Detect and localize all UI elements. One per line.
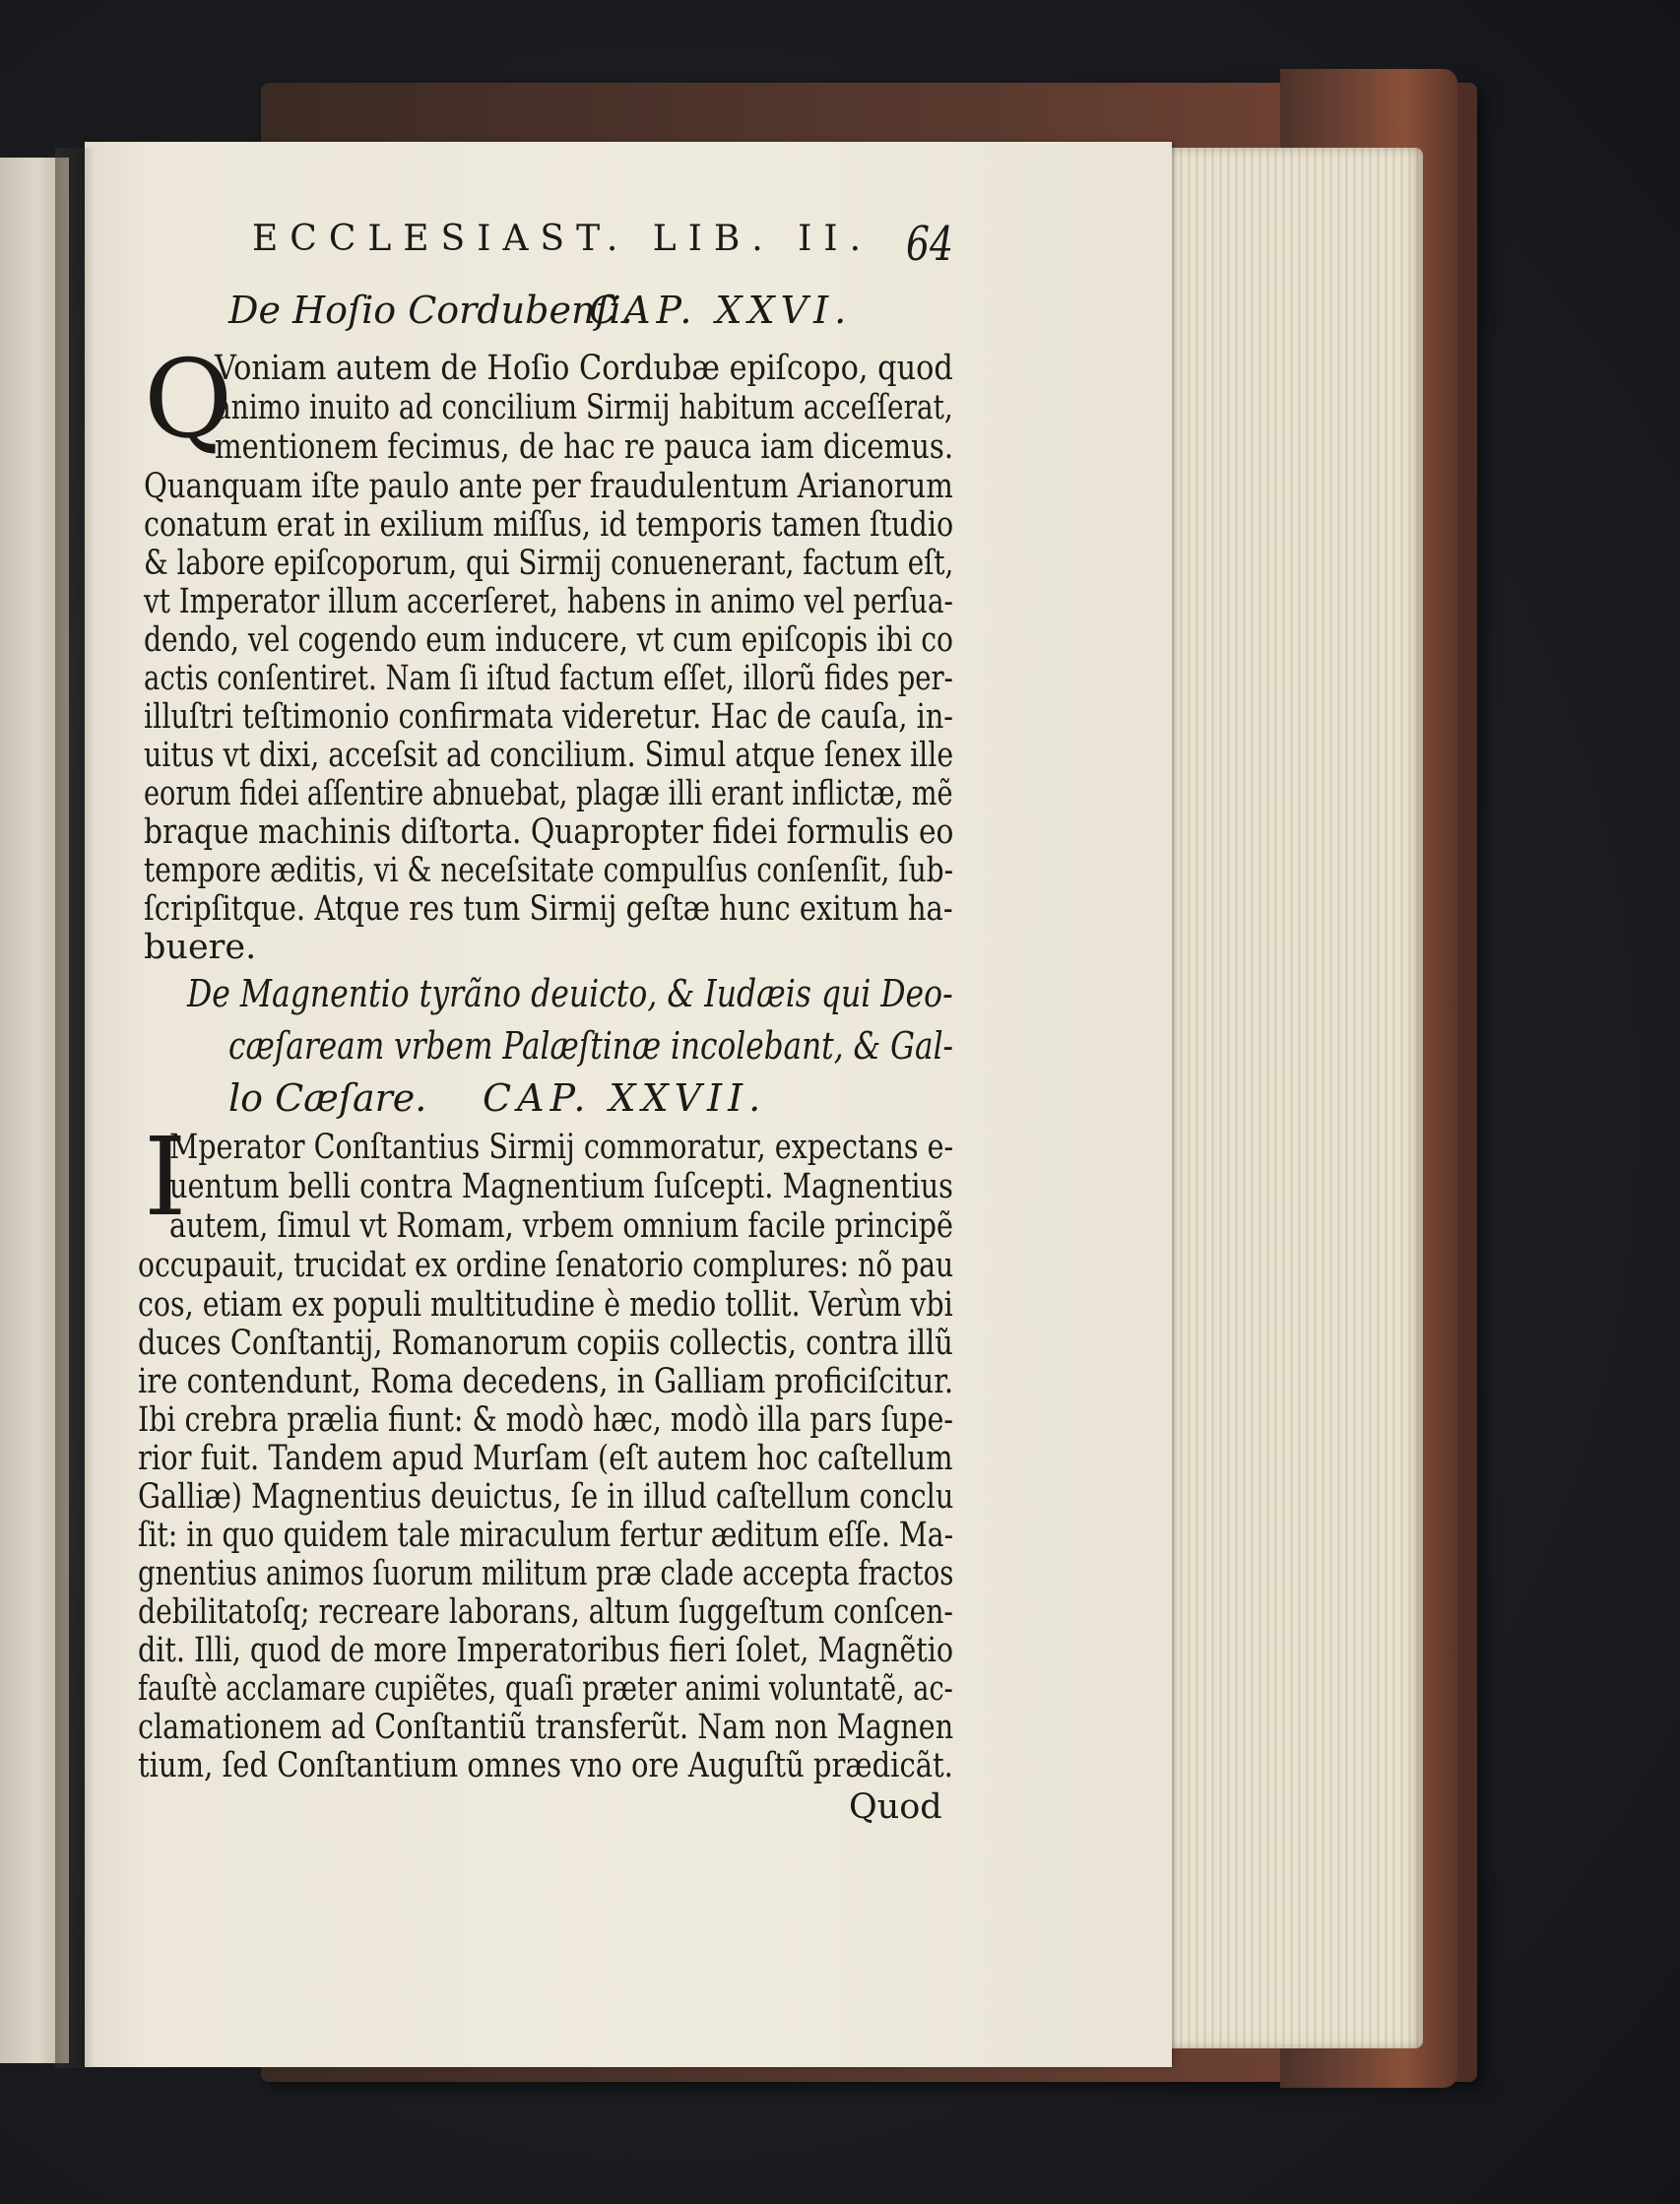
body-line: uentum belli contra Magnentium ſuſcepti. Magnentius xyxy=(169,1167,953,1206)
body-line: dendo, vel cogendo eum inducere, vt cum epiſcopis ibi co xyxy=(144,620,954,660)
body-line: ſit: in quo quidem tale miraculum fertur æditum eſſe. Ma- xyxy=(138,1516,954,1555)
body-line: animo inuito ad concilium Sirmij habitum acceſſerat, xyxy=(215,388,953,427)
chapter-27-title-line: De Magnentio tyrãno deuicto, & Iudæis qui Deo- xyxy=(187,972,953,1015)
body-line: rior fuit. Tandem apud Murſam (eſt autem hoc caſtellum xyxy=(138,1439,953,1478)
body-line: debilitatoſq; recreare laborans, altum ſuggeſtum conſcen- xyxy=(138,1592,953,1632)
chapter-26-cap: CAP. XXVI. xyxy=(589,289,853,332)
body-line: Quanquam iſte paulo ante per fraudulentum Arianorum xyxy=(144,467,953,506)
gutter-shadow xyxy=(55,148,95,2068)
chapter-27-title-line: lo Cæſare. xyxy=(228,1076,427,1120)
body-line: illuſtri teſtimonio confirmata videretur. Hac de cauſa, in- xyxy=(144,697,954,737)
body-line: gnentius animos ſuorum militum præ clade accepta fractos xyxy=(138,1554,954,1593)
body-line: clamationem ad Conſtantiũ transferũt. Nam non Magnen xyxy=(138,1708,954,1747)
body-line: eorum fidei aſſentire abnuebat, plagæ illi erant inflictæ, mẽ xyxy=(144,774,953,813)
body-line: fauſtè acclamare cupiẽtes, quaſi præter animi voluntatẽ, ac- xyxy=(138,1669,953,1709)
body-line: autem, ſimul vt Romam, vrbem omnium facile principẽ xyxy=(169,1206,953,1246)
body-line: & labore epiſcoporum, qui Sirmij conuenerant, factum eſt, xyxy=(144,544,954,583)
body-line: mentionem fecimus, de hac re pauca iam dicemus. xyxy=(215,427,954,467)
body-line: duces Conſtantij, Romanorum copiis collectis, contra illũ xyxy=(138,1324,953,1363)
body-line: Ibi crebra prælia fiunt: & modò hæc, modò illa pars ſupe- xyxy=(138,1400,953,1440)
drop-cap-q: Q xyxy=(144,336,233,462)
body-line: Galliæ) Magnentius deuictus, ſe in illud caſtellum conclu xyxy=(138,1477,954,1517)
body-line: uitus vt dixi, acceſsit ad concilium. Simul atque ſenex ille xyxy=(144,736,954,775)
body-line: vt Imperator illum accerſeret, habens in animo vel perſua- xyxy=(144,582,953,621)
drop-cap-i: I xyxy=(144,1114,187,1240)
body-line: ire contendunt, Roma decedens, in Galliam proficiſcitur. xyxy=(138,1362,954,1401)
body-line: ſcripſitque. Atque res tum Sirmij geſtæ hunc exitum ha- xyxy=(144,889,953,929)
chapter-27-title-line: cæſaream vrbem Palæſtinæ incolebant, & Gal- xyxy=(228,1024,954,1068)
body-line: tempore æditis, vi & neceſsitate compulſus conſenſit, ſub- xyxy=(144,851,954,890)
body-line: Mperator Conſtantius Sirmij commoratur, expectans e- xyxy=(169,1128,954,1167)
chapter-26-title: De Hoſio Cordubenſi. xyxy=(228,289,633,332)
page-number: 64 xyxy=(906,217,954,272)
chapter-27-cap: CAP. XXVII. xyxy=(483,1076,767,1120)
running-title: ECCLESIAST. LIB. II. xyxy=(252,219,873,259)
body-line: braque machinis diſtorta. Quapropter fidei formulis eo xyxy=(144,812,954,852)
body-line: tium, ſed Conſtantium omnes vno ore Auguſtũ prædicãt. xyxy=(138,1746,953,1785)
catchword: Quod xyxy=(849,1787,942,1827)
body-line: buere. xyxy=(144,928,257,967)
body-line: occupauit, trucidat ex ordine ſenatorio complures: nõ pau xyxy=(138,1246,954,1285)
body-line: actis conſentiret. Nam ſi iſtud factum eſſet, illorũ fides per- xyxy=(144,659,953,698)
page-fore-edge xyxy=(1167,148,1423,2048)
body-line: Voniam autem de Hoſio Cordubæ epiſcopo, quod xyxy=(215,349,953,388)
body-line: cos, etiam ex populi multitudine è medio tollit. Verùm vbi xyxy=(138,1285,953,1325)
body-line: conatum erat in exilium miſſus, id temporis tamen ſtudio xyxy=(144,505,954,545)
body-line: dit. Illi, quod de more Imperatoribus fieri ſolet, Magnẽtio xyxy=(138,1631,954,1670)
